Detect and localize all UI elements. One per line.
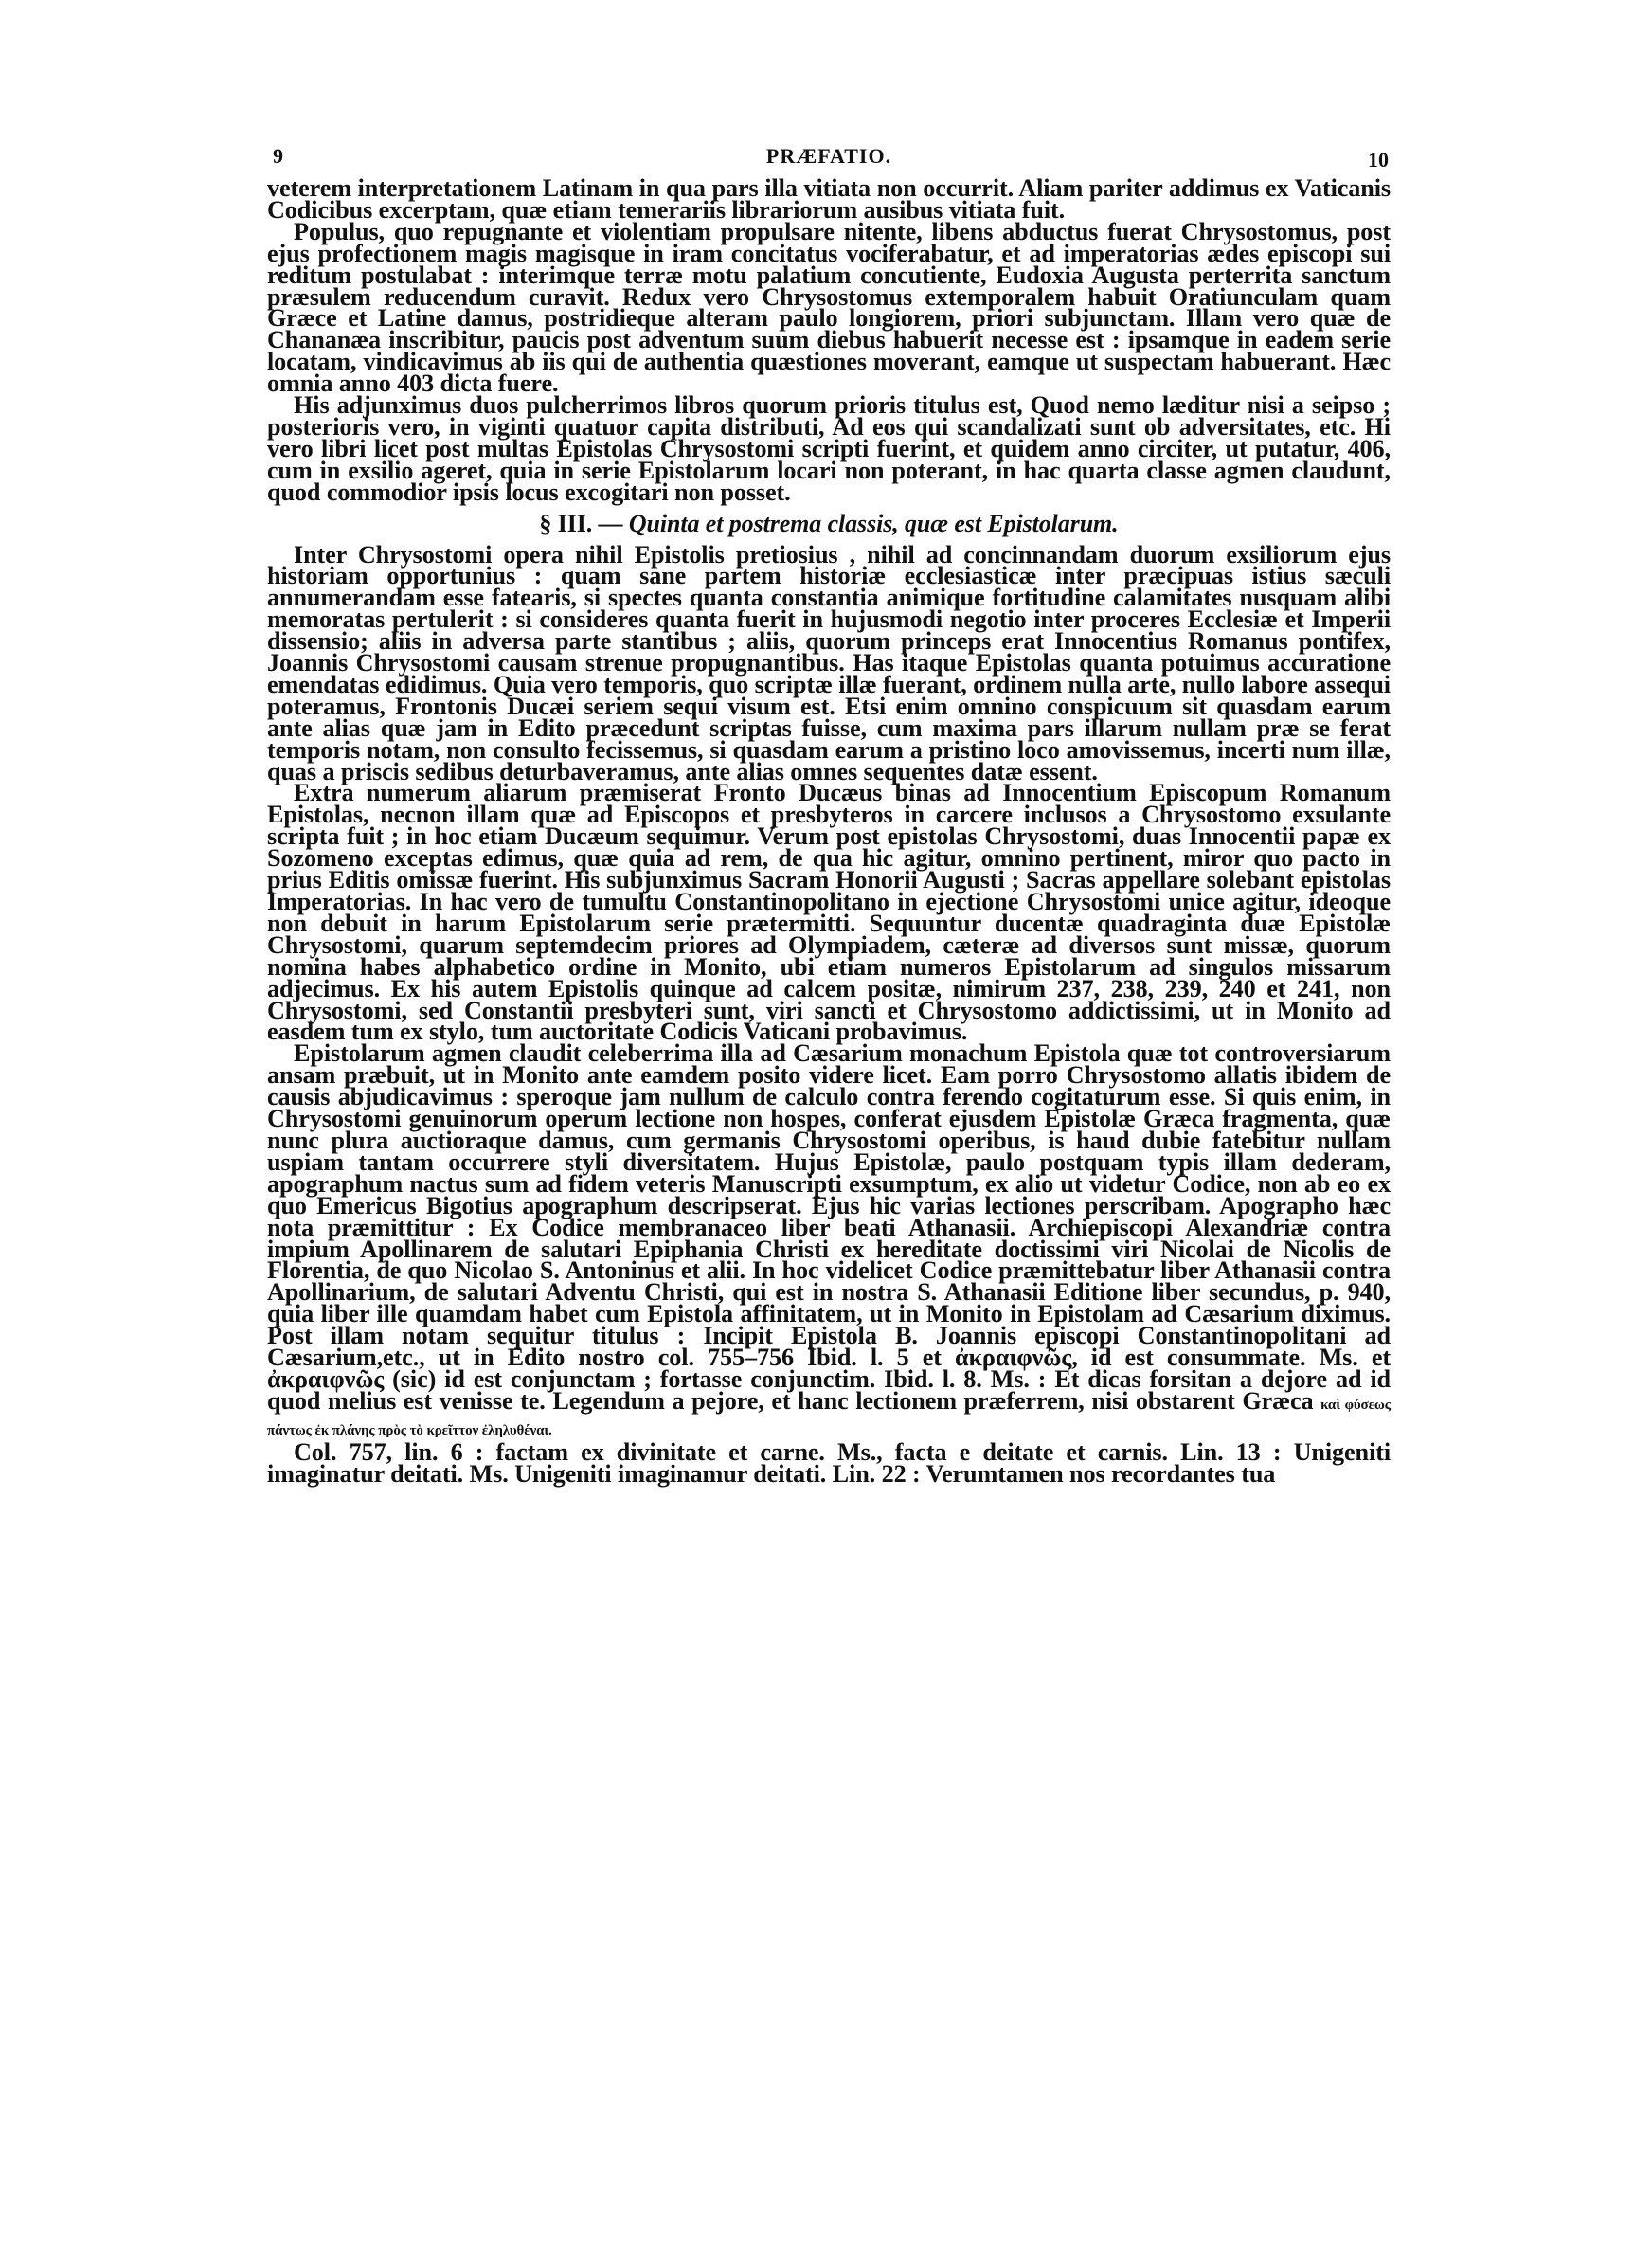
section-title: Quinta et postrema classis, quæ est Epistolarum. [628, 509, 1119, 537]
paragraph [267, 1039, 1391, 1441]
paragraph-text: Epistolarum agmen claudit celeberrima illa ad Cæsarium monachum Epistola quæ tot controversiarum ansam præbuit, ut in Monito ante eamdem posito videre licet. Eam porro Chrysostomo allatis ibidem de causis abjudicavimus : speroque jam nullum de calculo contra ferendo cogitaturum esse. Si quis enim, in Chrysostomi genuinorum operum lectione non hospes, conferat ejusdem Epistolæ Græca fragmenta, quæ nunc plura auctioraque damus, cum germanis Chrysostomi operibus, is haud dubie fatebitur nullam uspiam tantam occurrere styli diversitatem. Hujus Epistolæ, paulo postquam typis illam dederam, apographum nactus sum ad fidem veteris Manuscripti exsumptum, ex alio ut videtur Codice, non ab eo ex quo Emericus Bigotius apographum descripserat. Ejus hic varias lectiones perscribam. Apographo hæc nota præmittitur : Ex Codice membranaceo liber beati Athanasii. Archiepiscopi Alexandriæ contra impium Apollinarem de salutari Epiphania Christi ex hereditate doctissimi viri Nicolai de Nicolis de Florentia, de quo Nicolao S. Antoninus et alii. In hoc videlicet Codice præmittebatur liber Athanasii contra Apollinarium, de salutari Adventu Christi, qui est in nostra S. Athanasii Editione liber secundus, p. 940, quia liber ille quamdam habet cum Epistola affinitatem, ut in Monito in Epistolam ad Cæsarium diximus. Post illam notam sequitur titulus : Incipit Epistola B. Joannis episcopi Constantinopolitani ad Cæsarium,etc., ut in Edito nostro col. 755–756 Ibid. l. 5 et ἀκραιφνῶς, id est consummate. Ms. et ἀκραιφνῶς (sic) id est conjunctam ; fortasse conjunctim. Ibid. l. 8. Ms. : Et dicas forsitan a dejore ad id quod melius est venisse te. Legendum a pejore, et hanc lectionem præferrem, nisi obstarent Græca [267, 1039, 1391, 1415]
section-heading [267, 509, 1391, 537]
page [267, 140, 1391, 1488]
paragraph: Populus, quo repugnante et violentiam propulsare nitente, libens abductus fuerat Chrysostomus, post ejus profectionem magis magisque in iram concitatus vociferabatur, et ad imperatorias ædes episcopi sui reditum postulabat : interimque terræ motu palatium concutiente, Eudoxia Augusta perterrita sanctum præsulem reducendum curavit. Redux vero Chrysostomus extemporalem habuit Oratiunculam quam Græce et Latine damus, postridieque alteram paulo longiorem, priori subjunctam. Illam vero quæ de Chananæa inscribitur, paucis post adventum suum diebus habuerit necesse est : ipsamque in eadem serie locatam, vindicavimus ab iis qui de authentia quæstiones moverant, eamque ut suspectam habuerant. Hæc omnia anno 403 dicta fuere. [267, 217, 1391, 398]
greek-quote: καὶ φύσεως πάντως ἐκ πλάνης πρὸς τὸ κρεῖττον ἐληλυθέναι. [267, 1397, 1391, 1438]
paragraph: veterem interpretationem Latinam in qua pars illa vitiata non occurrit. Aliam pariter addimus ex Vaticanis Codicibus excerptam, quæ etiam temerariis librariorum ausibus vitiata fuit. [267, 174, 1391, 224]
running-head [267, 140, 1391, 178]
left-page-number: 9 [273, 144, 283, 168]
right-page-number: 10 [1368, 148, 1389, 172]
section-number: § III. — [539, 509, 623, 537]
running-title: PRÆFATIO. [765, 144, 892, 168]
paragraph: Extra numerum aliarum præmiserat Fronto Ducæus binas ad Innocentium Episcopum Romanum Epistolas, necnon illam quæ ad Episcopos et presbyteros in carcere inclusos a Chrysostomo exsulante scripta fuit ; in hoc etiam Ducæum sequimur. Verum post epistolas Chrysostomi, duas Innocentii papæ ex Sozomeno exceptas edimus, quæ quia ad rem, de qua hic agitur, omnino pertinent, miror quo pacto in prius Editis omissæ fuerint. His subjunximus Sacram Honorii Augusti ; Sacras appellare solebant epistolas Imperatorias. In hac vero de tumultu Constantinopolitano in ejectione Chrysostomi unice agitur, ideoque non debuit in harum Epistolarum serie prætermitti. Sequuntur ducentæ quadraginta duæ Epistolæ Chrysostomi, quarum septemdecim priores ad Olympiadem, cæteræ ad diversos sunt missæ, quorum nomina habes alphabetico ordine in Monito, ubi etiam numeros Epistolarum ad singulos missarum adjecimus. Ex his autem Epistolis quinque ad calcem positæ, nimirum 237, 238, 239, 240 et 241, non Chrysostomi, sed Constantii presbyteri sunt, viri sancti et Chrysostomo addictissimi, ut in Monito ad easdem tum ex stylo, tum auctoritate Codicis Vaticani probavimus. [267, 779, 1391, 1046]
body-text [267, 174, 1391, 1488]
paragraph: Col. 757, lin. 6 : factam ex divinitate et carne. Ms., facta e deitate et carnis. Lin. 13 : Unigeniti imaginatur deitati. Ms. Unigeniti imaginamur deitati. Lin. 22 : Verumtamen nos recordantes tua [267, 1437, 1391, 1488]
paragraph: Inter Chrysostomi opera nihil Epistolis pretiosius , nihil ad concinnandam duorum exsiliorum ejus historiam opportunius : quam sane partem historiæ ecclesiasticæ inter præcipuas istius sæculi annumerandam esse fatearis, si spectes quanta constantia animique fortitudine calamitates nusquam alibi memoratas pertulerit : si consideres quanta fuerit in hujusmodi negotio inter proceres Ecclesiæ et Imperii dissensio; aliis in adversa parte stantibus ; aliis, quorum princeps erat Innocentius Romanus pontifex, Joannis Chrysostomi causam strenue propugnantibus. Has itaque Epistolas quanta potuimus accuratione emendatas edidimus. Quia vero temporis, quo scriptæ illæ fuerant, ordinem nulla arte, nullo labore assequi poteramus, Frontonis Ducæi seriem sequi visum est. Etsi enim omnino conspicuum sit quasdam earum ante alias quæ jam in Edito præcedunt scriptas fuisse, cum maxima pars illarum nullam præ se ferat temporis notam, non consulto fecissemus, si quasdam earum a pristino loco amovissemus, incerti num illæ, quas a priscis sedibus deturbaveramus, ante alias omnes sequentes datæ essent. [267, 540, 1391, 785]
paragraph: His adjunximus duos pulcherrimos libros quorum prioris titulus est, Quod nemo læditur nisi a seipso ; posterioris vero, in viginti quatuor capita distributi, Ad eos qui scandalizati sunt ob adversitates, etc. Hi vero libri licet post multas Epistolas Chrysostomi scripti fuerint, et quidem anno circiter, ut putatur, 406, cum in exsilio ageret, quia in serie Epistolarum locari non poterant, in hac quarta classe agmen claudunt, quod commodior ipsis locus excogitari non posset. [267, 391, 1391, 506]
